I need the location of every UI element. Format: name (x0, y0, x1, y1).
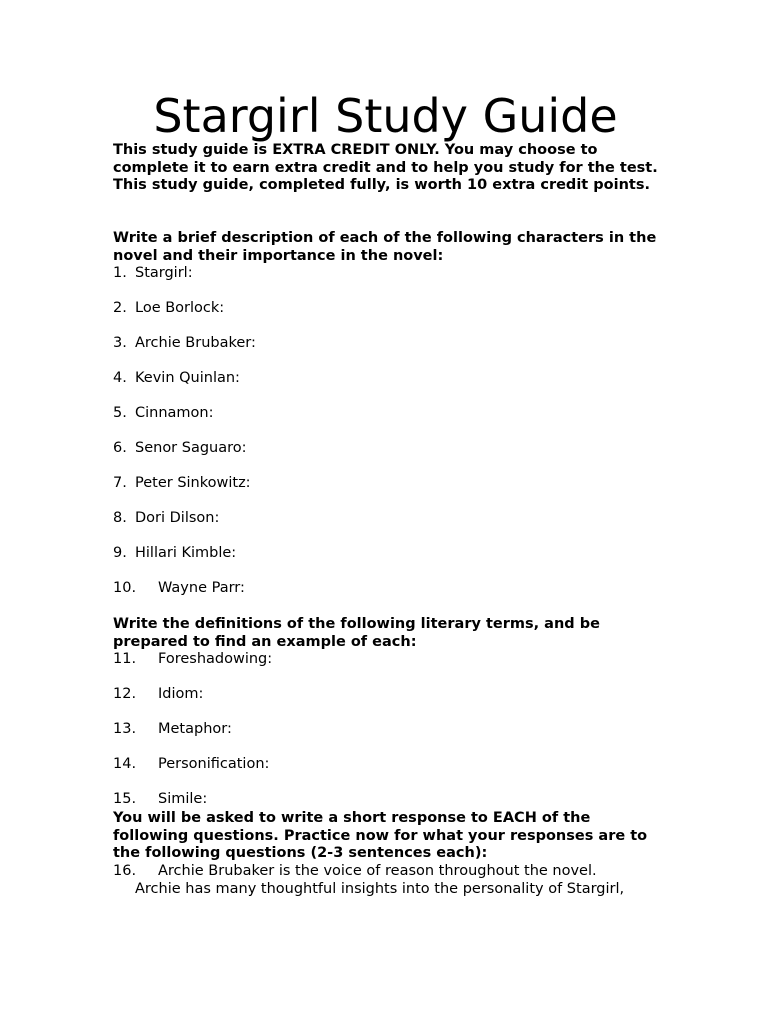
item-label: Stargirl: (135, 265, 193, 281)
item-number: 5. (113, 405, 127, 421)
item-label: Archie Brubaker: (135, 335, 256, 351)
list-item (113, 510, 219, 528)
list-item (113, 370, 240, 388)
item-number: 12. (113, 686, 137, 702)
item-number: 16. (113, 863, 137, 879)
item-number: 13. (113, 721, 137, 737)
item-number: 4. (113, 370, 127, 386)
item-number: 11. (113, 651, 137, 667)
item-label: Simile: (158, 791, 208, 807)
question-line-1: Archie Brubaker is the voice of reason throughout the novel. (158, 863, 597, 879)
list-item (113, 265, 193, 283)
intro-paragraph: This study guide is EXTRA CREDIT ONLY. You may choose to complete it to earn extra credit and to help you study for the test. This study guide, completed fully, is worth 10 extra credit points. (113, 142, 658, 193)
terms-heading: Write the definitions of the following literary terms, and be prepared to find an example of each: (113, 616, 600, 650)
list-item (113, 475, 251, 493)
list-item (113, 721, 232, 739)
item-number: 15. (113, 791, 137, 807)
item-label: Kevin Quinlan: (135, 370, 240, 386)
list-item (113, 440, 247, 458)
list-item (113, 791, 207, 809)
item-label: Loe Borlock: (135, 300, 225, 316)
item-number: 10. (113, 580, 137, 596)
question-line-2: Archie has many thoughtful insights into the personality of Stargirl, (135, 880, 625, 897)
item-label: Wayne Parr: (158, 580, 245, 596)
list-item (113, 686, 203, 704)
item-label: Senor Saguaro: (135, 440, 247, 456)
page-title: Stargirl Study Guide (153, 89, 618, 143)
item-label: Foreshadowing: (158, 651, 273, 667)
list-item (113, 545, 236, 563)
list-item (113, 405, 214, 423)
item-label: Cinnamon: (135, 405, 214, 421)
item-label: Dori Dilson: (135, 510, 220, 526)
list-item (113, 335, 256, 353)
item-label: Hillari Kimble: (135, 545, 237, 561)
item-label: Personification: (158, 756, 270, 772)
item-number: 9. (113, 545, 127, 561)
characters-heading: Write a brief description of each of the following characters in the novel and their importance in the novel: (113, 230, 657, 264)
item-number: 2. (113, 300, 127, 316)
item-number: 14. (113, 756, 137, 772)
item-label: Idiom: (158, 686, 204, 702)
item-number: 6. (113, 440, 127, 456)
list-item (113, 300, 224, 318)
item-label: Metaphor: (158, 721, 232, 737)
questions-heading: You will be asked to write a short response to EACH of the following questions. Practice now for what your responses are to the following questions (2-3 sentences each): (113, 810, 648, 861)
item-number: 1. (113, 265, 127, 281)
item-number: 8. (113, 510, 127, 526)
list-item (113, 756, 269, 774)
item-number: 3. (113, 335, 127, 351)
item-number: 7. (113, 475, 127, 491)
question-item (113, 863, 658, 898)
list-item (113, 580, 245, 598)
item-label: Peter Sinkowitz: (135, 475, 251, 491)
list-item (113, 651, 272, 669)
